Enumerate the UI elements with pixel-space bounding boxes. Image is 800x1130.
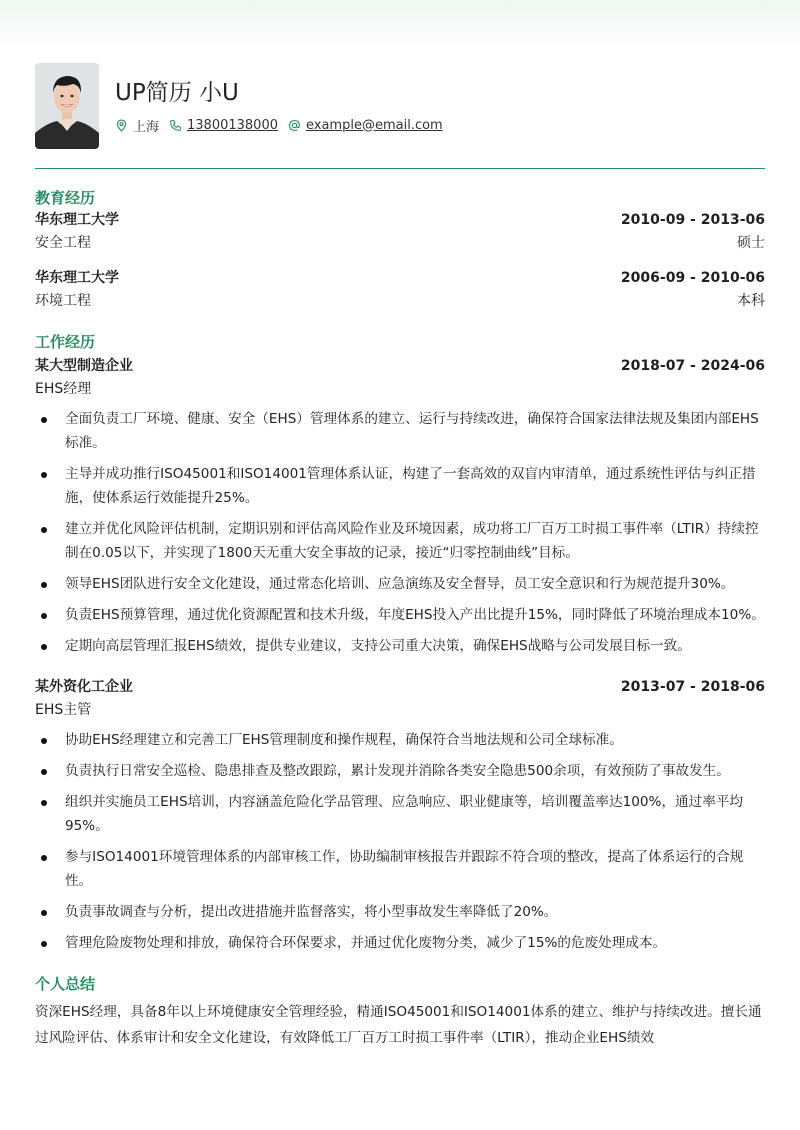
job-role: EHS主管: [35, 702, 92, 718]
section-title-summary: 个人总结: [35, 975, 96, 993]
resume-header: [35, 62, 765, 150]
contact-phone[interactable]: [169, 118, 278, 133]
degree: 本科: [737, 293, 765, 309]
job-dates: 2013-07 - 2018-06: [620, 679, 765, 695]
bullet-item: 领导EHS团队进行安全文化建设，通过常态化培训、应急演练及安全督导，员工安全意识和行为规范提升30%。: [35, 572, 765, 596]
bullet-item: 参与ISO14001环境管理体系的内部审核工作，协助编制审核报告并跟踪不符合项的整改，提高了体系运行的合规性。: [35, 845, 765, 893]
at-sign-icon: [288, 119, 301, 132]
bullet-item: 全面负责工厂环境、健康、安全（EHS）管理体系的建立、运行与持续改进，确保符合国家法律法规及集团内部EHS标准。: [35, 407, 765, 455]
job-role: EHS经理: [35, 381, 92, 397]
bullet-item: 组织并实施员工EHS培训，内容涵盖危险化学品管理、应急响应、职业健康等，培训覆盖率达100%，通过率平均95%。: [35, 790, 765, 838]
contact-location: [115, 116, 159, 135]
bullet-item: 负责事故调查与分析，提出改进措施并监督落实，将小型事故发生率降低了20%。: [35, 900, 765, 924]
email-link[interactable]: example@email.com: [306, 117, 443, 133]
contact-email[interactable]: [288, 118, 443, 133]
job-bullets: [35, 407, 765, 658]
header-divider: [35, 168, 765, 169]
section-title-education: 教育经历: [35, 189, 96, 207]
avatar: [35, 63, 99, 149]
job-entry: [35, 355, 765, 658]
phone-icon: [169, 119, 182, 132]
summary-text: 资深EHS经理，具备8年以上环境健康安全管理经验，精通ISO45001和ISO14001体系的建立、维护与持续改进。擅长通过风险评估、体系审计和安全文化建设，有效降低工厂百万工时损工事件率（LTIR），推动企业EHS绩效: [35, 1004, 762, 1046]
bullet-item: 管理危险废物处理和排放，确保符合环保要求，并通过优化废物分类，减少了15%的危废处理成本。: [35, 931, 765, 955]
location-text: 上海: [133, 119, 160, 135]
phone-link[interactable]: 13800138000: [187, 117, 278, 133]
bullet-item: 负责执行日常安全巡检、隐患排查及整改跟踪，累计发现并消除各类安全隐患500余项，有效预防了事故发生。: [35, 759, 765, 783]
location-pin-icon: [115, 119, 128, 132]
education-entry: [35, 209, 765, 255]
education-dates: 2006-09 - 2010-06: [620, 270, 765, 286]
degree: 硕士: [737, 235, 765, 251]
section-title-work: 工作经历: [35, 333, 96, 351]
company-name: 某外资化工企业: [35, 679, 133, 695]
education-entry: [35, 267, 765, 313]
major: 安全工程: [35, 235, 91, 251]
company-name: 某大型制造企业: [35, 358, 133, 374]
job-bullets: [35, 728, 765, 955]
job-dates: 2018-07 - 2024-06: [620, 358, 765, 374]
bullet-item: 定期向高层管理汇报EHS绩效，提供专业建议，支持公司重大决策，确保EHS战略与公司发展目标一致。: [35, 634, 765, 658]
bullet-item: 协助EHS经理建立和完善工厂EHS管理制度和操作规程，确保符合当地法规和公司全球标准。: [35, 728, 765, 752]
major: 环境工程: [35, 293, 91, 309]
school-name: 华东理工大学: [35, 270, 119, 286]
school-name: 华东理工大学: [35, 212, 119, 228]
summary-section: [35, 973, 765, 1051]
bullet-item: 建立并优化风险评估机制，定期识别和评估高风险作业及环境因素，成功将工厂百万工时损工事件率（LTIR）持续控制在0.05以下，并实现了1800天无重大安全事故的记录，接近“归零控制曲线”目标。: [35, 517, 765, 565]
work-section: [35, 331, 765, 955]
bullet-item: 主导并成功推行ISO45001和ISO14001管理体系认证，构建了一套高效的双盲内审清单，通过系统性评估与纠正措施，使体系运行效能提升25%。: [35, 462, 765, 510]
education-dates: 2010-09 - 2013-06: [620, 212, 765, 228]
candidate-name: UP简历 小U: [115, 79, 239, 106]
job-entry: [35, 676, 765, 955]
bullet-item: 负责EHS预算管理，通过优化资源配置和技术升级，年度EHS投入产出比提升15%，同时降低了环境治理成本10%。: [35, 603, 765, 627]
contact-bar: [115, 116, 453, 135]
education-section: [35, 187, 765, 313]
